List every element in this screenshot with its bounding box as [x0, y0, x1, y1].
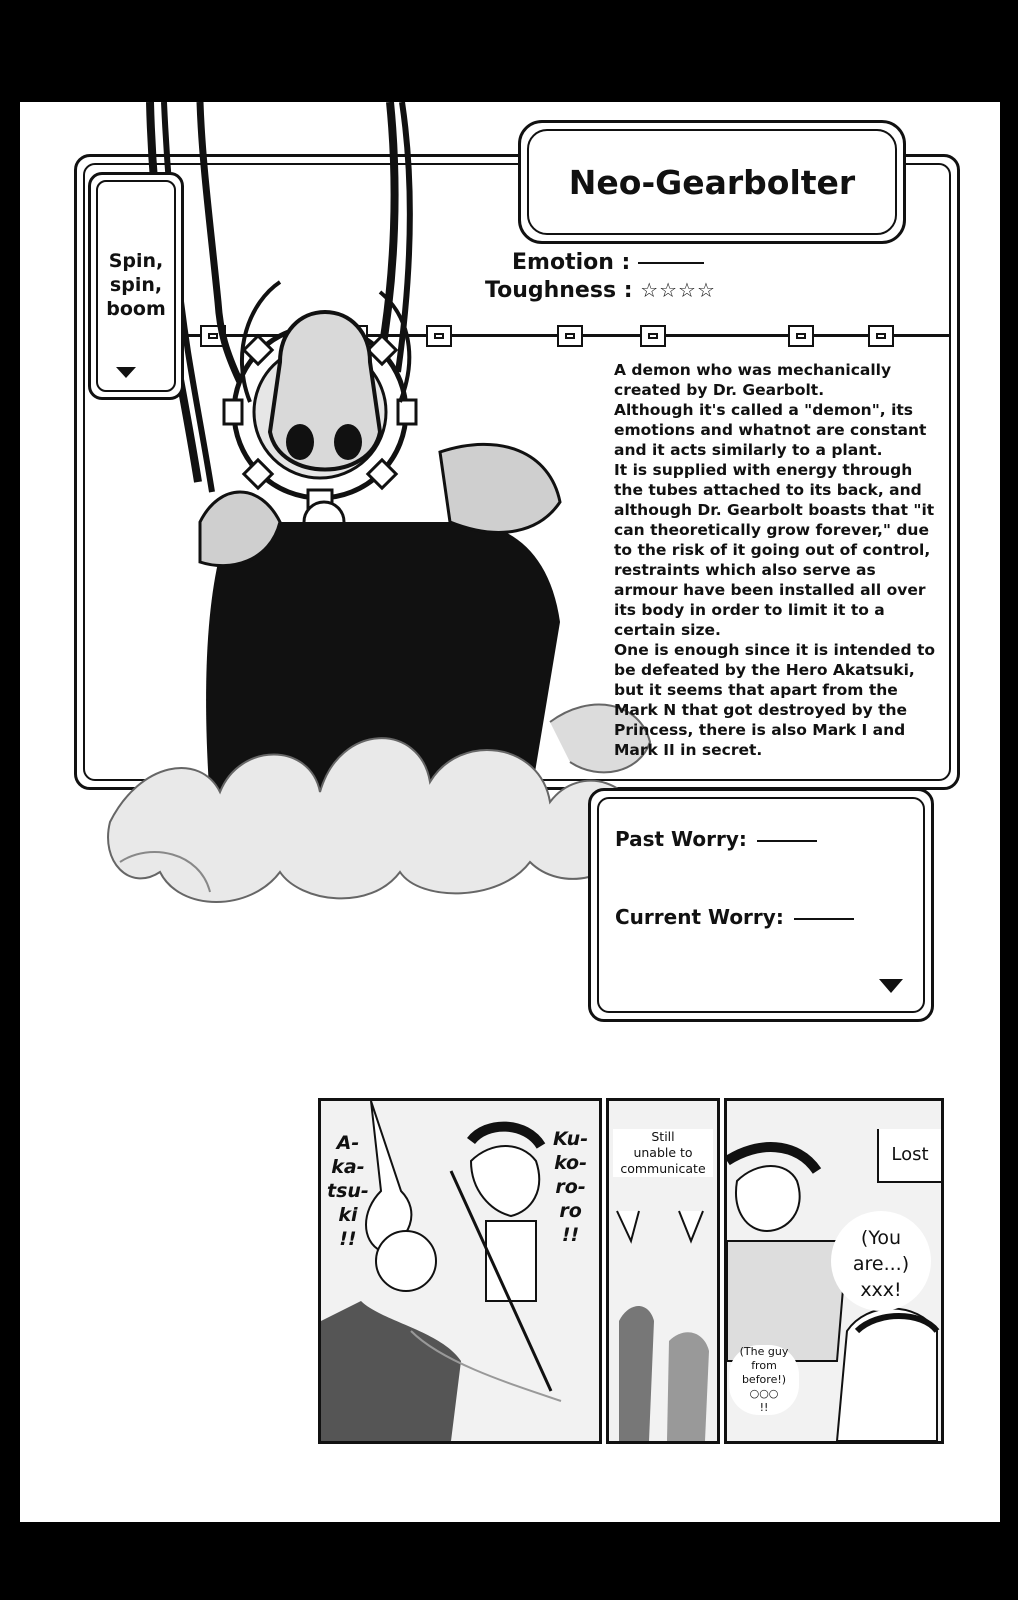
name-box — [518, 120, 906, 244]
divider-node — [788, 325, 814, 347]
worry-box — [588, 788, 934, 1022]
description-paragraph: It is supplied with energy through the tubes attached to its back, and although Dr. Gearbolt boasts that "it can theoretically grow forever," due to the risk of it going out of control, restraints which also serve as armour have been installed all over its body in order to limit it to a certain size. — [614, 461, 935, 639]
emotion-label: Emotion : — [512, 250, 631, 275]
description-paragraph: A demon who was mechanically created by Dr. Gearbolt. — [614, 361, 892, 399]
speech-bubble — [88, 172, 184, 400]
star-icon: ☆☆☆☆ — [640, 278, 716, 302]
caption-lost: Lost — [877, 1129, 941, 1183]
past-worry — [615, 827, 817, 851]
speech-text: Spin, spin, boom — [106, 250, 166, 320]
description — [614, 360, 944, 760]
shout-kukororo: Ku- ko- ro- ro !! — [553, 1128, 589, 1246]
bubble-you-are: (You are...) xxx! — [831, 1211, 931, 1311]
toughness-stat — [485, 278, 716, 303]
comic-panel-2 — [606, 1098, 720, 1444]
divider-node — [868, 325, 894, 347]
character-name: Neo-Gearbolter — [527, 129, 897, 235]
shout-akatsuki: A- ka- tsu- ki !! — [327, 1132, 369, 1250]
page — [20, 102, 1000, 1522]
current-worry-label: Current Worry: — [615, 905, 784, 929]
comic-panel-1 — [318, 1098, 602, 1444]
emotion-blank — [638, 262, 704, 264]
caption-communicate: Still unable to communicate — [613, 1129, 713, 1177]
past-worry-label: Past Worry: — [615, 827, 747, 851]
current-worry — [615, 905, 854, 929]
arrow-down-icon — [879, 979, 903, 993]
emotion-stat — [512, 250, 704, 275]
description-paragraph: Although it's called a "demon", its emotions and whatnot are constant and it acts similarly to a plant. — [614, 401, 927, 459]
comic-panel-3 — [724, 1098, 944, 1444]
arrow-down-icon — [116, 367, 136, 378]
toughness-label: Toughness : — [485, 278, 633, 303]
description-paragraph: One is enough since it is intended to be defeated by the Hero Akatsuki, but it seems that apart from the Mark N that got destroyed by the Princess, there is also Mark I and Mark II in secret. — [614, 641, 935, 759]
bubble-guy-from-before: (The guy from before!) ○○○ !! — [729, 1345, 799, 1415]
